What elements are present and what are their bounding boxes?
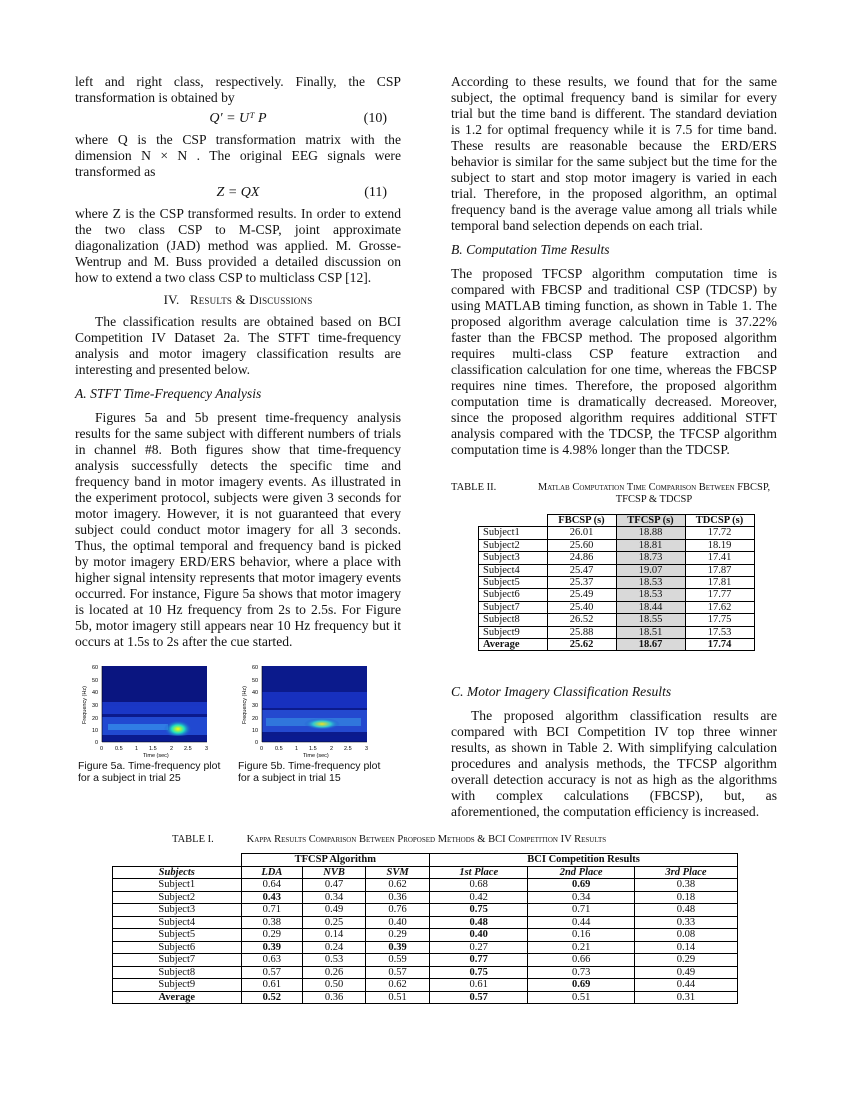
table-label: TABLE I.	[172, 834, 214, 845]
table-cell: Subject1	[113, 879, 242, 892]
table-cell: 0.18	[634, 891, 737, 904]
y-tick: 50	[252, 678, 259, 684]
x-tick: 0	[260, 746, 264, 752]
table-cell: 0.21	[528, 941, 635, 954]
table-cell: 0.57	[366, 966, 430, 979]
table-cell: 18.88	[616, 527, 685, 539]
table-average-row	[113, 991, 738, 1004]
table-cell: Subject8	[479, 614, 548, 626]
figure-5a	[78, 662, 228, 784]
table-cell: 0.48	[430, 916, 528, 929]
x-axis-label: Time (sec)	[143, 753, 169, 758]
table-cell: 0.38	[634, 879, 737, 892]
y-tick: 30	[92, 703, 99, 709]
table-header: 3rd Place	[634, 866, 737, 879]
x-tick: 1.5	[309, 746, 317, 752]
table-row	[113, 879, 738, 892]
table-cell: 0.14	[303, 929, 366, 942]
table-cell: 18.67	[616, 639, 685, 651]
table-cell: 0.57	[430, 991, 528, 1004]
equation-formula: Z = QX	[216, 185, 260, 200]
left-column	[75, 74, 401, 650]
table-cell: 0.66	[528, 954, 635, 967]
table-cell: 0.24	[303, 941, 366, 954]
x-tick: 1	[135, 746, 139, 752]
paragraph: Figures 5a and 5b present time-frequency analysis results for the same subject with different numbers of trials in channel #8. Both figures show that time-frequency analysis successfully detects the specific time and frequency band in motor imagery events. As illustrated in the experiment protocol, subjects were given 3 seconds for motor imagery. However, it is not guaranteed that every subject could conduct motor imagery for all 3 seconds. Thus, the optimal temporal and frequency band is picked by motor imagery ERD/ERS behavior, where a place with higher signal intensity represents that motor imagery events occurred. For instance, Figure 5a shows that motor imagery is located at 10 Hz frequency from 2s to 2.5s. For Figure 5b, motor imagery still appears near 10 Hz frequency but it occurs at 1.5s to 2s after the cue started.	[75, 410, 401, 649]
table-average-row	[479, 639, 755, 651]
y-tick-labels	[92, 665, 98, 746]
table-cell: 0.39	[241, 941, 303, 954]
x-tick: 3	[365, 746, 369, 752]
table-cell: 0.77	[430, 954, 528, 967]
spectrogram-5b	[238, 662, 388, 758]
section-number: IV.	[163, 292, 180, 307]
table-header: 2nd Place	[528, 866, 635, 879]
table-cell: 17.74	[685, 639, 754, 651]
paragraph: where Z is the CSP transformed results. In order to extend the two class CSP to M-CSP, joint approximate diagonalization (JAD) method was applied. M. Grosse-Wentrup and M. Buss provided a detailed discussion on how to extend a two class CSP to multiclass CSP [12].	[75, 206, 401, 285]
x-tick: 2	[170, 746, 174, 752]
table-row	[479, 564, 755, 576]
table-cell: 25.60	[547, 539, 616, 551]
table-header: Subjects	[113, 866, 242, 879]
table-cell: 0.53	[303, 954, 366, 967]
table-row	[479, 614, 755, 626]
table-cell: 0.40	[366, 916, 430, 929]
table-cell: 18.53	[616, 589, 685, 601]
table-cell: Average	[113, 991, 242, 1004]
figure-caption: Figure 5b. Time-frequency plot for a subject in trial 15	[238, 760, 381, 784]
table-cell: 17.41	[685, 552, 754, 564]
figure-row	[78, 662, 398, 792]
table-row	[479, 552, 755, 564]
x-tick: 3	[205, 746, 209, 752]
table-header: SVM	[366, 866, 430, 879]
table-cell: 25.37	[547, 577, 616, 589]
table-cell: 0.36	[366, 891, 430, 904]
x-tick-labels	[100, 746, 208, 752]
subsection-heading: C. Motor Imagery Classification Results	[451, 684, 672, 699]
table-cell: Subject3	[479, 552, 548, 564]
table-cell: Subject7	[479, 601, 548, 613]
table-cell: 0.69	[528, 979, 635, 992]
table-cell: 0.69	[528, 879, 635, 892]
table-cell: 0.61	[241, 979, 303, 992]
y-tick: 10	[92, 728, 99, 734]
table-cell: 0.62	[366, 879, 430, 892]
y-tick: 10	[252, 728, 259, 734]
table-cell: 0.52	[241, 991, 303, 1004]
table-cell: 0.51	[528, 991, 635, 1004]
table-label: TABLE II.	[451, 482, 497, 493]
table-cell: 17.87	[685, 564, 754, 576]
table-cell: 0.31	[634, 991, 737, 1004]
computation-time-table	[478, 514, 755, 651]
x-tick: 2.5	[184, 746, 192, 752]
paragraph: The proposed algorithm classification results are compared with BCI Competition IV top three winner results, as shown in Table 2. With simplifying calculation procedures and analysis methods, the TFCSP algorithm overall detection accuracy is not as high as the algorithms with complex calculations (FBCSP), but, as aforementioned, the computation efficiency is increased.	[451, 708, 777, 819]
table-cell: 0.27	[430, 941, 528, 954]
table-cell: 25.47	[547, 564, 616, 576]
table-cell: 25.88	[547, 626, 616, 638]
table-row	[479, 539, 755, 551]
paragraph: where Q is the CSP transformation matrix with the dimension N × N . The original EEG signals were transformed as	[75, 132, 401, 179]
equation-number: (10)	[363, 111, 387, 126]
table-cell: 0.34	[303, 891, 366, 904]
table-group-header: TFCSP Algorithm	[241, 854, 430, 867]
table-cell: Subject9	[113, 979, 242, 992]
section-heading	[75, 292, 401, 308]
equation-formula: Q′ = Uᵀ P	[209, 111, 267, 126]
table-cell: Subject1	[479, 527, 548, 539]
table-cell: 18.19	[685, 539, 754, 551]
table-cell: Subject2	[113, 891, 242, 904]
table-cell: 0.57	[241, 966, 303, 979]
y-axis-label: Frequency (Hz)	[82, 686, 88, 724]
table-cell: 17.75	[685, 614, 754, 626]
x-tick: 0.5	[115, 746, 123, 752]
x-tick: 2.5	[344, 746, 352, 752]
y-tick: 40	[92, 690, 99, 696]
table-cell: Subject8	[113, 966, 242, 979]
table-header: NVB	[303, 866, 366, 879]
table-cell: Subject4	[113, 916, 242, 929]
table-cell: 0.49	[303, 904, 366, 917]
y-tick: 60	[252, 665, 259, 671]
table-cell: 17.53	[685, 626, 754, 638]
table-header: 1st Place	[430, 866, 528, 879]
table-row	[113, 941, 738, 954]
table-group-row	[113, 854, 738, 867]
x-tick: 1	[295, 746, 299, 752]
table-cell: 0.14	[634, 941, 737, 954]
table-cell: 0.26	[303, 966, 366, 979]
table-cell: 0.08	[634, 929, 737, 942]
equation-11	[75, 180, 401, 206]
table-header: FBCSP (s)	[547, 515, 616, 527]
table-row	[479, 626, 755, 638]
table-cell: 0.34	[528, 891, 635, 904]
table-cell: 0.76	[366, 904, 430, 917]
table-cell: 0.33	[634, 916, 737, 929]
table-cell: 0.29	[634, 954, 737, 967]
table-cell: 0.40	[430, 929, 528, 942]
table2	[478, 514, 755, 651]
table-cell: 17.81	[685, 577, 754, 589]
paragraph: According to these results, we found that for the same subject, the optimal frequency band is similar for every trial but the time band is different. The standard deviation is 1.2 for optimal frequency while it is 7.5 for time band. These results are reasonable because the ERD/ERS behavior is similar for the same subject but the time for the subject to start and stop motor imagery is varied in each trial. Therefore, in the proposed algorithm, an optimal frequency band is the average value among all trials while temporal band selection depends on each trial.	[451, 74, 777, 233]
x-axis-label: Time (sec)	[303, 753, 329, 758]
figure-5b	[238, 662, 388, 784]
table-cell: 18.51	[616, 626, 685, 638]
paragraph: left and right class, respectively. Finally, the CSP transformation is obtained by	[75, 74, 401, 105]
y-tick-labels	[252, 665, 258, 746]
x-tick-labels	[260, 746, 368, 752]
table-cell: 0.62	[366, 979, 430, 992]
table-cell: 17.77	[685, 589, 754, 601]
right-column-bottom	[451, 684, 777, 820]
table-cell: 0.63	[241, 954, 303, 967]
table-cell: 25.40	[547, 601, 616, 613]
table-row	[113, 904, 738, 917]
figure-caption: Figure 5a. Time-frequency plot for a subject in trial 25	[78, 760, 221, 784]
table1	[112, 853, 738, 1004]
table-cell: 24.86	[547, 552, 616, 564]
table-cell: Subject9	[479, 626, 548, 638]
table-cell: 0.59	[366, 954, 430, 967]
table-cell: 18.44	[616, 601, 685, 613]
table-cell: Subject7	[113, 954, 242, 967]
table-cell: 19.07	[616, 564, 685, 576]
table-cell: 0.50	[303, 979, 366, 992]
table2-caption	[451, 482, 781, 506]
table-row	[113, 891, 738, 904]
table-cell: Subject6	[479, 589, 548, 601]
table-cell: 0.44	[528, 916, 635, 929]
equation-10	[75, 106, 401, 132]
table-cell: 0.29	[241, 929, 303, 942]
spectrogram-5a	[78, 662, 228, 758]
table-cell: Subject4	[479, 564, 548, 576]
table-cell: 0.61	[430, 979, 528, 992]
table-header: LDA	[241, 866, 303, 879]
table-cell: 0.25	[303, 916, 366, 929]
kappa-results-table	[112, 853, 738, 1004]
table-title: Kappa Results Comparison Between Proposed Methods & BCI Competition IV Results	[246, 834, 607, 845]
table-cell: 0.47	[303, 879, 366, 892]
table-row	[479, 527, 755, 539]
table-cell: 0.36	[303, 991, 366, 1004]
y-tick: 30	[252, 703, 259, 709]
table-cell: 18.73	[616, 552, 685, 564]
table-cell: Subject3	[113, 904, 242, 917]
table-cell: Subject5	[479, 577, 548, 589]
table-row	[479, 589, 755, 601]
table-cell: 18.81	[616, 539, 685, 551]
table-cell: Average	[479, 639, 548, 651]
y-tick: 40	[252, 690, 259, 696]
table-cell: 25.49	[547, 589, 616, 601]
y-tick: 20	[252, 716, 259, 722]
table-cell: Subject5	[113, 929, 242, 942]
table-cell: 17.72	[685, 527, 754, 539]
y-tick: 60	[92, 665, 99, 671]
table-cell: 26.01	[547, 527, 616, 539]
subsection-heading: B. Computation Time Results	[451, 242, 610, 257]
table-row	[113, 929, 738, 942]
y-tick: 0	[255, 740, 259, 746]
table-cell: 0.75	[430, 904, 528, 917]
table-row	[113, 954, 738, 967]
table-cell: 0.75	[430, 966, 528, 979]
subsection-heading: A. STFT Time-Frequency Analysis	[75, 386, 262, 401]
table-group-header: BCI Competition Results	[430, 854, 738, 867]
table-cell: 18.53	[616, 577, 685, 589]
table-cell: 0.71	[241, 904, 303, 917]
x-tick: 0	[100, 746, 104, 752]
y-tick: 0	[95, 740, 99, 746]
table-cell: 18.55	[616, 614, 685, 626]
table-cell: 0.48	[634, 904, 737, 917]
section-title: Results & Discussions	[189, 292, 313, 307]
table-cell: 0.38	[241, 916, 303, 929]
table-row	[113, 916, 738, 929]
x-tick: 0.5	[275, 746, 283, 752]
table-row	[479, 577, 755, 589]
y-axis-label: Frequency (Hz)	[242, 686, 248, 724]
right-column	[451, 74, 777, 458]
table-header: TFCSP (s)	[616, 515, 685, 527]
equation-number: (11)	[364, 185, 387, 200]
paragraph: The classification results are obtained based on BCI Competition IV Dataset 2a. The STFT time-frequency analysis and motor imagery classification results are interesting and presented below.	[75, 314, 401, 377]
table-header-row	[479, 515, 755, 527]
paragraph: The proposed TFCSP algorithm computation time is compared with FBCSP and traditional CSP (TDCSP) by using MATLAB timing function, as shown in Table 1. The proposed algorithm average calculation time is 37.22% faster than the FBCSP method. The proposed algorithm requires multi-class CSP feature extraction and classification calculation for one time, whereas the FBCSP requires nine times. Therefore, the proposed algorithm computation time is dramatically decreased. Moreover, since the proposed algorithm requires additional STFT analysis compared with the TDCSP, the TFCSP algorithm computation time is 4.98% longer than the TDCSP.	[451, 266, 777, 457]
table-cell: 25.62	[547, 639, 616, 651]
table-cell: 0.68	[430, 879, 528, 892]
table-cell: 0.42	[430, 891, 528, 904]
table-cell: 0.51	[366, 991, 430, 1004]
table-row	[113, 966, 738, 979]
table-cell: 0.71	[528, 904, 635, 917]
y-tick: 50	[92, 678, 99, 684]
table-header: TDCSP (s)	[685, 515, 754, 527]
table-cell: 0.64	[241, 879, 303, 892]
table-cell: 0.49	[634, 966, 737, 979]
table-cell: Subject2	[479, 539, 548, 551]
y-tick: 20	[92, 716, 99, 722]
x-tick: 2	[330, 746, 334, 752]
table-cell: Subject6	[113, 941, 242, 954]
table-cell: 26.52	[547, 614, 616, 626]
table-header	[479, 515, 548, 527]
table-cell: 0.29	[366, 929, 430, 942]
table-cell: 0.43	[241, 891, 303, 904]
table-title: Matlab Computation Time Comparison Between FBCSP, TFCSP & TDCSP	[537, 482, 771, 505]
table-cell: 0.39	[366, 941, 430, 954]
table-cell: 0.73	[528, 966, 635, 979]
table-cell: 17.62	[685, 601, 754, 613]
table-row	[479, 601, 755, 613]
table-header-row	[113, 866, 738, 879]
table1-caption	[172, 834, 732, 846]
x-tick: 1.5	[149, 746, 157, 752]
table-row	[113, 979, 738, 992]
table-cell: 0.44	[634, 979, 737, 992]
table-cell: 0.16	[528, 929, 635, 942]
